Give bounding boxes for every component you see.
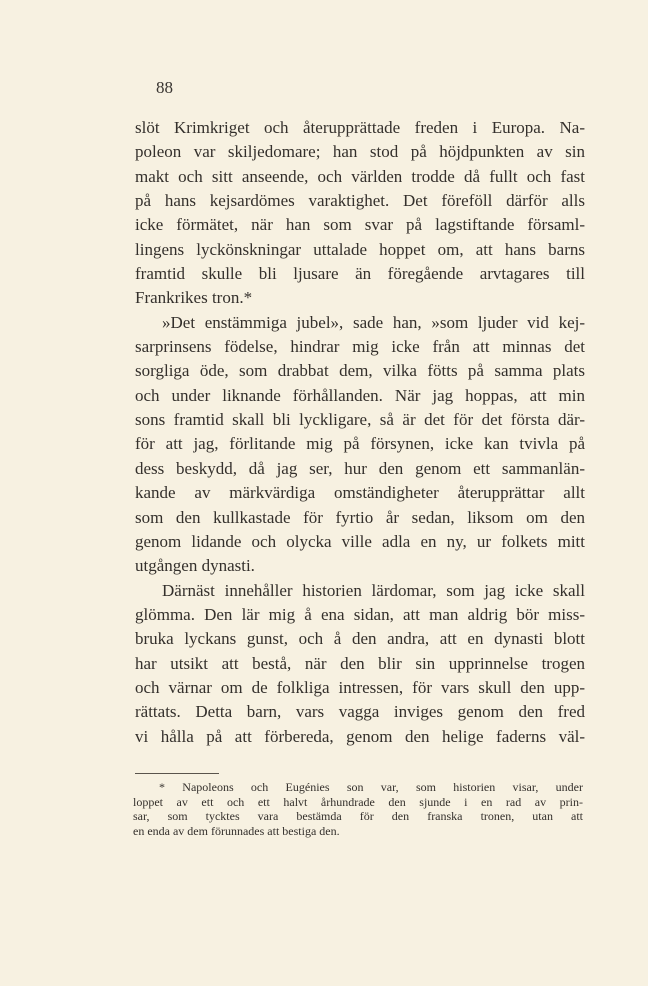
text-line: icke förmätet, när han som svar på lagstiftande församl- xyxy=(135,215,585,235)
text-line: glömma. Den lär mig å ena sidan, att man aldrig bör miss- xyxy=(135,604,585,624)
body-text xyxy=(135,116,585,749)
text-line: vi hålla på att förbereda, genom den helige faderns väl- xyxy=(135,726,585,746)
text-line: rättats. Detta barn, vars vagga inviges genom den fred xyxy=(135,702,585,722)
footnote-line: sar, som tycktes vara bestämda för den franska tronen, utan att xyxy=(133,809,583,823)
text-line: bruka lyckans gunst, och å den andra, att en dynasti blott xyxy=(135,629,585,649)
text-line: utgången dynasti. xyxy=(135,556,255,576)
text-line: genom lidande och olycka ville adla en ny, ur folkets mitt xyxy=(135,531,585,551)
text-line: och värnar om de folkliga intressen, för vars skull den upp- xyxy=(135,677,585,697)
text-line: slöt Krimkriget och återupprättade freden i Europa. Na- xyxy=(135,118,585,137)
text-line: dess beskydd, då jag ser, hur den genom ett sammanlän- xyxy=(135,458,585,478)
text-line: har utsikt att bestå, när den blir sin upprinnelse trogen xyxy=(135,653,585,673)
text-line: Frankrikes tron.* xyxy=(135,288,253,308)
footnote-line: en enda av dem förunnades att bestiga den. xyxy=(133,823,340,838)
text-line: makt och sitt anseende, och världen trodde då fullt och fast xyxy=(135,166,585,186)
text-line: för att jag, förlitande mig på försynen, icke kan tvivla på xyxy=(135,434,585,454)
text-line: Därnäst innehåller historien lärdomar, som jag icke skall xyxy=(162,580,585,600)
text-line: sons framtid skall bli lyckligare, så är det för det första där- xyxy=(135,410,585,430)
footnote xyxy=(133,780,583,838)
text-line: framtid skulle bli ljusare än föregående arvtagares till xyxy=(135,264,585,284)
text-line: kande av märkvärdiga omständigheter återupprättar allt xyxy=(135,483,585,503)
footnote-divider xyxy=(135,773,219,774)
footnote-line: * Napoleons och Eugénies son var, som historien visar, under xyxy=(159,780,583,794)
text-line: på hans kejsardömes varaktighet. Det föreföll därför alls xyxy=(135,191,585,211)
footnote-line: loppet av ett och ett halvt århundrade den sjunde i en rad av prin- xyxy=(133,794,583,809)
page-number: 88 xyxy=(156,78,173,97)
text-line: poleon var skiljedomare; han stod på höjdpunkten av sin xyxy=(135,142,585,162)
text-line: »Det enstämmiga jubel», sade han, »som ljuder vid kej- xyxy=(162,312,585,332)
text-line: lingens lyckönskningar uttalade hoppet om, att hans barns xyxy=(135,239,585,259)
text-line: och under liknande förhållanden. När jag hoppas, att min xyxy=(135,385,585,405)
text-line: sarprinsens födelse, hindrar mig icke från att minnas det xyxy=(135,337,585,357)
text-line: sorgliga öde, som drabbat dem, vilka fötts på samma plats xyxy=(135,361,585,381)
text-line: som den kullkastade för fyrtio år sedan, liksom om den xyxy=(135,507,585,527)
